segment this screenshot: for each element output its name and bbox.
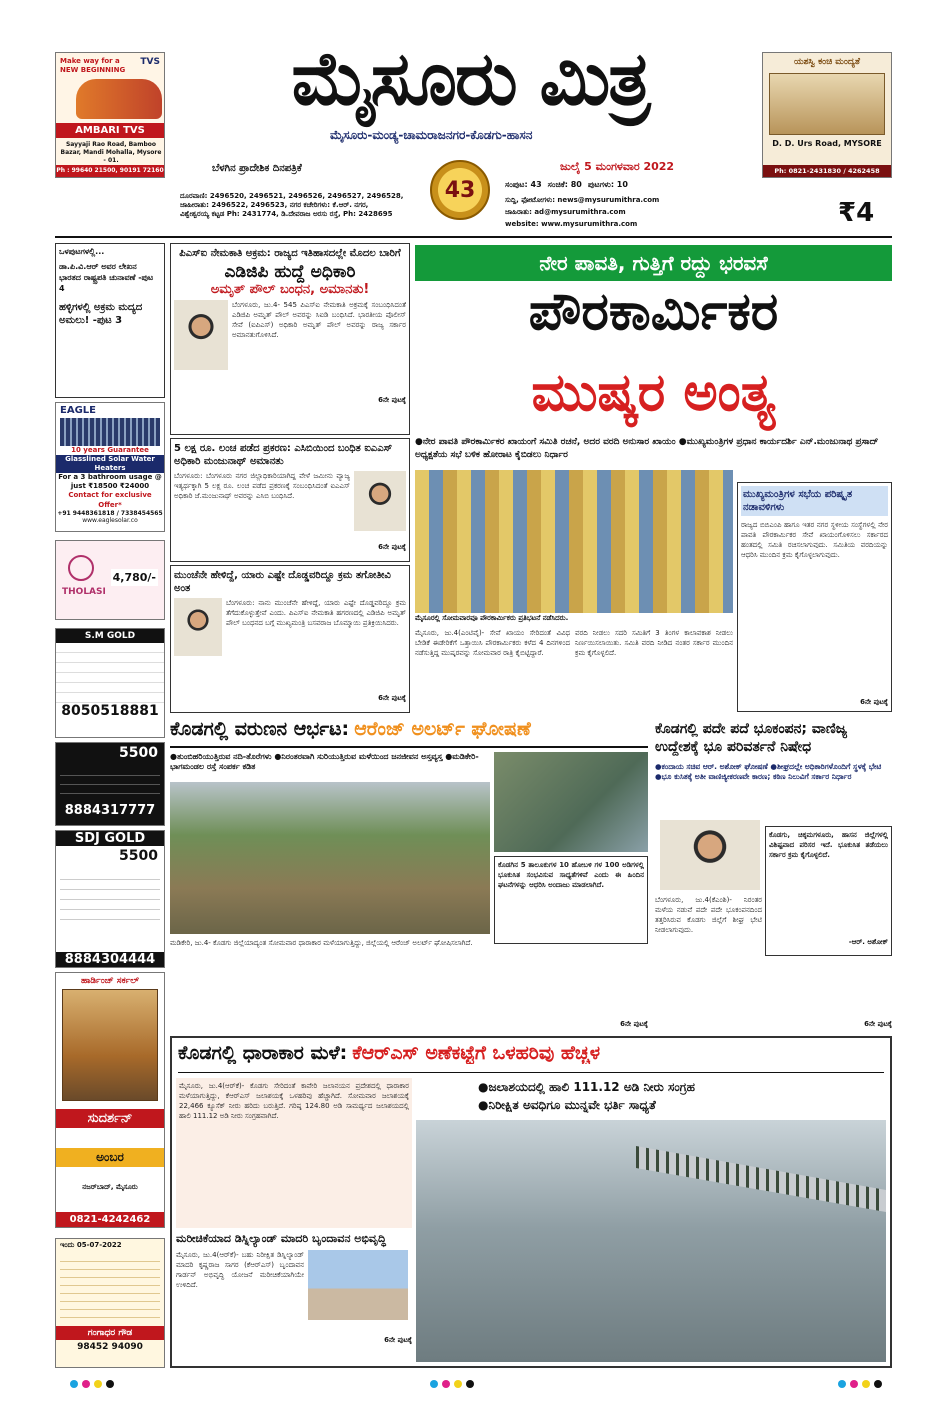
price: ₹4 (838, 198, 875, 228)
disney-body: ಮೈಸೂರು, ಜು.4(ಆರ್‌ಕೆ)- ಬಹು ನಿರೀಕ್ಷಿತ ಡಿಸ್ನಿಲ್ಯಾಂಡ್ ಮಾದರಿ ಕೃಷ್ಣರಾಜ ಸಾಗರ (ಕೆಆರ್‌ಎಸ್) ಬೃಂದಾವನ ಗಾರ್ಡನ್ ಅಭಿವೃದ್ಧಿ ಯೋಜನೆ ಮರೀಚಿಕೆಯಾಗಿಯೇ ಉಳಿದಿದೆ. (176, 1250, 304, 1290)
sdj-phone: 8884304444 (56, 952, 164, 967)
officer-photo (174, 300, 228, 370)
sdj-rate: 5500 (119, 848, 158, 864)
index-item-1[interactable]: ಡಾ.ಪಿ.ವಿ.ಆರ್ ಅವರ ಲೇಖನ ಭಾರತದ ರಾಷ್ಟ್ರಪತಿ ಚುನಾವಣೆ -ಪುಟ 4 (59, 262, 154, 294)
eagle-logo: EAGLE (60, 405, 96, 416)
meeting-box-title: ಮುಖ್ಯಮಂತ್ರಿಗಳ ಸಭೆಯ ಪರಿಷ್ಕೃತ ನಡಾವಳಿಗಳು (741, 486, 888, 516)
adgp-sub: ಅಮೃತ್ ಪೌಲ್ ಬಂಧನ, ಅಮಾನತು! (210, 282, 370, 297)
gold-buyer-ad[interactable] (55, 742, 165, 826)
email-ad[interactable]: ಜಾಹಿರಾತು: ad@mysurumithra.com (505, 208, 626, 216)
protest-photo (415, 470, 733, 613)
flood-photo (170, 782, 490, 934)
header-rule (55, 236, 892, 238)
bribe-body: ಬೆಂಗಳೂರು: ಬೆಂಗಳೂರು ನಗರ ಜಿಲ್ಲಾಧಿಕಾರಿಯಾಗಿದ್ದ ವೇಳೆ ಜಮೀನು ವ್ಯಾಜ್ಯ ಇತ್ಯರ್ಥಕ್ಕಾಗಿ 5 ಲಕ್ಷ ರೂ. ಲಂಚ ಪಡೆದ ಪ್ರಕರಣಕ್ಕೆ ಸಂಬಂಧಿಸಿದಂತೆ ಐಎಎಸ್ ಅಧಿಕಾರಿ ಜೆ.ಮಂಜುನಾಥ್ ಅವರನ್ನು ಎಸಿಬಿ ಬಂಧಿಸಿದೆ. (174, 472, 350, 501)
birthday-date: ಇಂದು 05-07-2022 (60, 1241, 122, 1249)
bribe-head: 5 ಲಕ್ಷ ರೂ. ಲಂಚ ಪಡೆದ ಪ್ರಕರಣ: ಎಸಿಬಿಯಿಂದ ಬಂಧಿತ ಐಎಎಸ್ ಅಧಿಕಾರಿ ಮಂಜುನಾಥ್ ಅಮಾನತು (174, 443, 393, 467)
reg-dot-yellow-left (94, 1380, 102, 1388)
rain-bullets: ●ತುಂಬಿಹರಿಯುತ್ತಿರುವ ನದಿ-ತೊರೆಗಳು ●ನಿರಂತರವಾಗಿ ಸುರಿಯುತ್ತಿರುವ ಮಳೆಯಿಂದ ಜನಜೀವನ ಅಸ್ತವ್ಯಸ್ತ ●ಮಡಿಕೇರಿ-ಭಾಗಮಂಡಲ ರಸ್ತೆ ಸಂಪರ್ಕ ಕಡಿತ (170, 752, 479, 772)
quake-bullets: ●ಕಂದಾಯ ಸಚಿವ ಆರ್. ಅಶೋಕ್ ಘೋಷಣೆ ●ಶೀಘ್ರದಲ್ಲೇ ಅಧಿಕಾರಿಗಳೊಂದಿಗೆ ಸ್ಥಳಕ್ಕೆ ಭೇಟಿ ●ಭೂ ಕುಸಿತಕ್ಕೆ ಅತೀ ವಾಣಿಜ್ಯೀಕರಣವೇ ಕಾರಣ; ಕಠಿಣ ನಿಲುವಿಗೆ ಸರ್ಕಾರ ನಿರ್ಧಾರ (655, 762, 882, 781)
dam-bridge (636, 1146, 886, 1212)
bribe-more-link[interactable]: 6ನೇ ಪುಟಕ್ಕೆ (378, 543, 406, 551)
quake-body: ಬೆಂಗಳೂರು, ಜು.4(ಕೆಎಂಶಿ)- ನಿರಂತರ ಮಳೆಯ ನಡುವೆ ಪದೇ ಪದೇ ಭೂಕಂಪನದಿಂದ ತತ್ತರಿಸಿರುವ ಕೊಡಗು ಜಿಲ್ಲೆಗೆ ಶೀಘ್ರ ಭೇಟಿ ನೀಡಲಾಗುವುದು. (655, 896, 762, 935)
reg-dot-cyan-right (838, 1380, 846, 1388)
sudarshan-brand: ಸುದರ್ಶನ್ (56, 1109, 164, 1128)
registration-marks (0, 1380, 945, 1394)
index-item-2[interactable]: ಹಳ್ಳಿಗಳಲ್ಲಿ ಅಕ್ರಮ ಮದ್ಯದ ಅಮಲು! -ಪುಟ 3 (59, 301, 143, 326)
lead-caption: ಮೈಸೂರಲ್ಲಿ ಸೋಮವಾರವೂ ಪೌರಕಾರ್ಮಿಕರು ಪ್ರತಿಭಟನೆ ನಡೆಸಿದರು. (415, 614, 569, 622)
eagle-offer: For a 3 bathroom usage @ just ₹18500 ₹24000 (58, 473, 162, 491)
quake-attrib: -ಆರ್. ಅಶೋಕ್ (848, 938, 888, 946)
phones-line-1: ದೂರವಾಣಿ: 2496520, 2496521, 2496526, 2496527, 2496528, (180, 192, 404, 200)
harding-circle: ಹಾರ್ಡಿಂಜ್ ಸರ್ಕಲ್ (80, 976, 140, 986)
reg-dot-cyan-left (70, 1380, 78, 1388)
masthead-subtitle: ಮೈಸೂರು-ಮಂಡ್ಯ-ಚಾಮರಾಜನಗರ-ಕೊಡಗು-ಹಾಸನ (330, 128, 533, 142)
masthead-tagline: ಬೆಳಗಿನ ಪ್ರಾದೇಶಿಕ ದಿನಪತ್ರಿಕೆ (212, 163, 302, 174)
adgp-more-link[interactable]: 6ನೇ ಪುಟಕ್ಕೆ (378, 396, 406, 404)
eagle-contact: Contact for exclusive Offer* (68, 491, 152, 509)
krs-bullet-1: ●ಜಲಾಶಯದಲ್ಲಿ ಹಾಲಿ 111.12 ಅಡಿ ನೀರು ಸಂಗ್ರಹ (478, 1080, 695, 1094)
yashaswi-address: D. D. Urs Road, MYSORE (772, 139, 882, 148)
issue: ಸಂಚಿಕೆ: 80 (547, 180, 582, 189)
index-box (55, 243, 165, 398)
solar-heater-image (60, 418, 160, 446)
lead-headline-2: ಮುಷ್ಕರ ಅಂತ್ಯ (531, 363, 776, 423)
eagle-phone: +91 9448361818 / 7338454565 (57, 509, 163, 517)
krs-head-black: ಕೊಡಗಲ್ಲಿ ಧಾರಾಕಾರ ಮಳೆ: (178, 1042, 348, 1064)
reg-dot-black-right (874, 1380, 882, 1388)
eagle-web[interactable]: www.eaglesolar.co (82, 517, 138, 525)
sdj-text-lines (60, 870, 160, 928)
pages: ಪುಟಗಳು: 10 (587, 180, 628, 189)
phones-block (180, 192, 420, 219)
disney-more-link[interactable]: 6ನೇ ಪುಟಕ್ಕೆ (384, 1335, 412, 1344)
anniversary-badge (430, 160, 490, 220)
masthead-title: ಮೈಸೂರು ಮಿತ್ರ (291, 36, 649, 122)
adgp-story (170, 243, 410, 435)
volume-line (505, 180, 760, 191)
phones-line-2: ಜಾಹೀರಾತು: 2496522, 2496523, ನಗರ ಕಚೇರಿಗಳು: ಕೆ.ಆರ್. ನಗರ, (180, 201, 369, 210)
sm-gold-name: S.M GOLD (56, 629, 164, 643)
rain-quote-box (494, 856, 648, 944)
website[interactable]: website: www.mysurumithra.com (505, 220, 638, 228)
sdj-gold-ad[interactable] (55, 830, 165, 968)
lead-body-1: ಮೈಸೂರು, ಜು.4(ಎಂಟಿವೈ)- ಸೇವೆ ಖಾಯಂ ಸೇರಿದಂತೆ ವಿವಿಧ ಬೇಡಿಕೆ ಈಡೇರಿಕೆಗೆ ಒತ್ತಾಯಿಸಿ ಪೌರಕಾರ್ಮಿಕರು ಕಳೆದ 4 ದಿನಗಳಿಂದ ನಡೆಸುತ್ತಿದ್ದ ಮುಷ್ಕರವನ್ನು ಸೋಮವಾರ ರಾತ್ರಿ ಕೈಬಿಟ್ಟಿದ್ದಾರೆ. (415, 629, 570, 658)
quake-head: ಕೊಡಗಲ್ಲಿ ಪದೇ ಪದೆ ಭೂಕಂಪನ; ವಾಣಿಜ್ಯ ಉದ್ದೇಶಕ್ಕೆ ಭೂ ಪರಿವರ್ತನೆ ನಿಷೇಧ (655, 721, 848, 756)
yashaswi-phone: Ph: 0821-2431830 / 4262458 (763, 165, 891, 177)
ambara-brand: ಅಂಬರ (56, 1148, 164, 1167)
reg-dot-black-center (466, 1380, 474, 1388)
rain-body-2 (494, 948, 648, 1018)
rain-headline (170, 718, 648, 748)
tholasi-price: 4,780/- (112, 571, 156, 584)
krs-dam-photo (416, 1120, 886, 1362)
ambari-tvs-ad[interactable] (55, 52, 165, 178)
krs-bullet-2: ●ನಿರೀಕ್ಷಿತ ಅವಧಿಗೂ ಮುನ್ನವೇ ಭರ್ತಿ ಸಾಧ್ಯತೆ (478, 1098, 656, 1112)
ad-tagline: Make way for a NEW BEGINNING (60, 57, 126, 75)
ambari-address: Sayyaji Rao Road, Bamboo Bazar, Mandi Mohalla, Mysore - 01. (60, 141, 162, 164)
cm-story (170, 565, 410, 713)
rain-head-orange: ಆರೆಂಜ್ ಅಲರ್ಟ್ ಘೋಷಣೆ (354, 718, 531, 740)
reg-dot-magenta-left (82, 1380, 90, 1388)
lead-headline-1: ಪೌರಕಾರ್ಮಿಕರ (528, 282, 779, 342)
ambari-name: AMBARI TVS (56, 123, 164, 138)
cm-meeting-box (737, 482, 892, 712)
rescue-photo (494, 752, 648, 852)
eagle-solar-ad[interactable] (55, 402, 165, 532)
krs-head-red: ಕೆಆರ್‌ಎಸ್ ಅಣೆಕಟ್ಟೆಗೆ ಒಳಹರಿವು ಹೆಚ್ಚಳ (352, 1042, 601, 1064)
reg-dot-magenta-center (442, 1380, 450, 1388)
tvs-logo: TVS (140, 57, 160, 67)
scooter-image (76, 79, 162, 119)
anniversary-number: 43 (444, 177, 476, 203)
reg-dot-yellow-center (454, 1380, 462, 1388)
lead-bullets: ●ನೇರ ಪಾವತಿ ಪೌರಕಾರ್ಮಿಕರ ಖಾಯಂಗೆ ಸಮಿತಿ ರಚನೆ, ಅದರ ವರದಿ ಅನುಸಾರ ಖಾಯಂ ●ಮುಖ್ಯಮಂತ್ರಿಗಳ ಪ್ರಧಾನ ಕಾರ್ಯದರ್ಶಿ ಎನ್.ಮಂಜುನಾಥ ಪ್ರಸಾದ್ ಅಧ್ಯಕ್ಷತೆಯ ಸಭೆ ಬಳಿಕ ಹೋರಾಟ ಕೈಬಿಡಲು ನಿರ್ಧಾರ (415, 437, 879, 460)
quake-more-link[interactable]: 6ನೇ ಪುಟಕ್ಕೆ (864, 1020, 892, 1028)
krs-head-rule (178, 1072, 884, 1073)
building-image (769, 73, 885, 135)
volume: ಸಂಪುಟ: 43 (505, 180, 542, 189)
shop-building-image (62, 989, 158, 1101)
birthday-ad[interactable] (55, 1238, 165, 1368)
sdj-name: SDJ GOLD (56, 831, 164, 846)
official-photo (354, 471, 406, 531)
quake-quote-box (765, 826, 892, 956)
reg-dot-magenta-right (850, 1380, 858, 1388)
rain-head-black: ಕೊಡಗಲ್ಲಿ ವರುಣನ ಆರ್ಭಟ: (170, 718, 350, 740)
phones-line-3: ವಿಶ್ವೇಶ್ವರಯ್ಯ ಕಟ್ಟಡ Ph: 2431774, ಡಿ.ದೇವರಾಜ ಅರಸು ರಸ್ತೆ, Ph: 2428695 (180, 210, 393, 219)
adgp-body: ಬೆಂಗಳೂರು, ಜು.4- 545 ಪಿಎಸ್‌ಐ ನೇಮಕಾತಿ ಅಕ್ರಮಕ್ಕೆ ಸಂಬಂಧಿಸಿದಂತೆ ಎಡಿಜಿಪಿ ಅಮೃತ್ ಪೌಲ್ ಅವರನ್ನು ಸಿಐಡಿ ಬಂಧಿಸಿದೆ. ಭಾರತೀಯ ಪೊಲೀಸ್ ಸೇವೆ (ಐಪಿಎಸ್) ಅಧಿಕಾರಿ ಅಮೃತ್ ಪೌಲ್ ಅವರನ್ನು ರಾಜ್ಯ ಸರ್ಕಾರ ಅಮಾನತುಗೊಳಿಸಿದೆ. (232, 301, 406, 340)
quake-quote: ಕೊಡಗು, ಚಿಕ್ಕಮಗಳೂರು, ಹಾಸನ ಜಿಲ್ಲೆಗಳಲ್ಲಿ ವಿಶಿಷ್ಟವಾದ ಪರಿಸರ ಇದೆ. ಭೂಕುಸಿತ ತಡೆಯಲು ಸರ್ಕಾರ ಕ್ರಮ ಕೈಗೊಳ್ಳಲಿದೆ. (769, 831, 888, 860)
reg-dot-yellow-right (862, 1380, 870, 1388)
birthday-text-lines (60, 1254, 160, 1324)
sm-gold-phone: 8050518881 (61, 703, 159, 719)
ambari-phone: Ph : 99640 21500, 90191 72160 (56, 165, 164, 177)
krs-body: ಮೈಸೂರು, ಜು.4(ಆರ್‌ಕೆ)- ಕೊಡಗು ಸೇರಿದಂತೆ ಕಾವೇರಿ ಜಲಾನಯನ ಪ್ರದೇಶದಲ್ಲಿ ಧಾರಾಕಾರ ಮಳೆಯಾಗುತ್ತಿದ್ದು, ಕೆಆರ್‌ಎಸ್ ಜಲಾಶಯಕ್ಕೆ ಒಳಹರಿವು ಹೆಚ್ಚಾಗಿದೆ. ಸೋಮವಾರ ಜಲಾಶಯಕ್ಕೆ 22,466 ಕ್ಯೂಸೆಕ್ ನೀರು ಹರಿದು ಬರುತ್ತಿದೆ. ಗರಿಷ್ಠ 124.80 ಅಡಿ ಸಾಮರ್ಥ್ಯದ ಜಲಾಶಯದಲ್ಲಿ ಹಾಲಿ 111.12 ಅಡಿ ನೀರು ಸಂಗ್ರಹವಾಗಿದೆ. (179, 1082, 409, 1121)
birthday-phone: 98452 94090 (77, 1342, 143, 1353)
eagle-guarantee: 10 years Guarantee (71, 446, 149, 454)
sudarshan-ad[interactable] (55, 972, 165, 1228)
cm-body: ಬೆಂಗಳೂರು: ನಾನು ಮುಂಚೆನೇ ಹೇಳಿದ್ದೆ, ಯಾರು ಎಷ್ಟೇ ದೊಡ್ಡವರಿದ್ದೂ ಕ್ರಮ ತೆಗೆದುಕೊಳ್ಳುತ್ತೇವೆ ಎಂದು. ಪಿಎಸ್‌ಐ ನೇಮಕಾತಿ ಹಗರಣದಲ್ಲಿ ಎಡಿಜಿಪಿ ಅಮೃತ್ ಪೌಲ್ ಬಂಧನದ ಬಗ್ಗೆ ಮುಖ್ಯಮಂತ್ರಿ ಬಸವರಾಜ ಬೊಮ್ಮಾಯಿ ಪ್ರತಿಕ್ರಿಯಿಸಿದರು. (226, 599, 406, 628)
sm-gold-text (56, 643, 164, 703)
disney-photo (308, 1250, 408, 1320)
reg-dot-cyan-center (430, 1380, 438, 1388)
cm-more-link[interactable]: 6ನೇ ಪುಟಕ್ಕೆ (378, 694, 406, 702)
adgp-kicker: ಪಿಎಸ್‌ಐ ನೇಮಕಾತಿ ಅಕ್ರಮ: ರಾಜ್ಯದ ಇತಿಹಾಸದಲ್ಲೇ ಮೊದಲ ಬಾರಿಗೆ (179, 248, 401, 259)
rain-body: ಮಡಿಕೇರಿ, ಜು.4- ಕೊಡಗು ಜಿಲ್ಲೆಯಾದ್ಯಂತ ಸೋಮವಾರ ಧಾರಾಕಾರ ಮಳೆಯಾಗುತ್ತಿದ್ದು, ಜಿಲ್ಲೆಯಲ್ಲಿ ಆರೆಂಜ್ ಅಲರ್ಟ್ ಘೋಷಿಸಲಾಗಿದೆ. (170, 939, 473, 947)
tholasi-logo-icon (68, 555, 94, 581)
birthday-name: ಗಂಗಾಧರ ಗೌಡ (56, 1326, 164, 1340)
rain-quote: ಕೊಡಗಿನ 5 ತಾಲೂಕುಗಳ 10 ಹೋಬಳಿ ಗಳ 100 ಅಡಿಗಳಲ್ಲಿ ಭೂಕುಸಿತ ಸಂಭವಿಸುವ ಸಾಧ್ಯತೆಗಳಿವೆ ಎಂದು ಈ ಹಿಂದಿನ ಘಟನೆಗಳನ್ನು ಆಧರಿಸಿ ಅಂದಾಜು ಮಾಡಲಾಗಿದೆ. (498, 861, 644, 890)
bribe-story (170, 438, 410, 562)
issue-date: ಜುಲೈ 5 ಮಂಗಳವಾರ 2022 (560, 160, 675, 173)
disney-head: ಮರೀಚಿಕೆಯಾದ ಡಿಸ್ನಿಲ್ಯಾಂಡ್ ಮಾದರಿ ಬೃಂದಾವನ ಅಭಿವೃದ್ಧಿ (176, 1232, 386, 1245)
lead-strap: ನೇರ ಪಾವತಿ, ಗುತ್ತಿಗೆ ರದ್ದು ಭರವಸೆ (415, 245, 892, 281)
tholasi-name: THOLASI (62, 587, 106, 597)
meeting-box-body: ರಾಜ್ಯದ ಬಿಬಿಎಂಪಿ ಹಾಗೂ ಇತರ ನಗರ ಸ್ಥಳೀಯ ಸಂಸ್ಥೆಗಳಲ್ಲಿ ನೇರ ಪಾವತಿ ಪೌರಕಾರ್ಮಿಕರ ಸೇವೆ ಖಾಯಂಗೊಳಿಸಲು ಸರ್ಕಾರದ ಹಂತದಲ್ಲಿ ಸಮಿತಿ ರಚಿಸಲಾಗುವುದು. ಸಮಿತಿಯ ವರದಿಯನ್ನು ಆಧರಿಸಿ ಮುಂದಿನ ಕ್ರಮ ಕೈಗೊಳ್ಳಲಾಗುವುದು. (741, 521, 888, 560)
yashaswi-ad[interactable] (762, 52, 892, 178)
cm-photo (174, 598, 222, 656)
email-news[interactable]: ಸುದ್ದಿ, ಫೋಟೋಗಳು: news@mysurumithra.com (505, 196, 660, 204)
sm-gold-ad[interactable] (55, 628, 165, 738)
yashaswi-name: ಯಶಸ್ವಿ ಕಂಚಿ ಮಂದ್ಯತೆ (793, 57, 861, 67)
eagle-product: Glasslined Solar Water Heaters (56, 455, 164, 473)
shop-phone: 0821-4242462 (56, 1212, 164, 1227)
gold-rate: 5500 (119, 745, 158, 761)
reg-dot-black-left (106, 1380, 114, 1388)
lead-body-2: ವರದಿ ನೀಡಲು ಸದರಿ ಸಮಿತಿಗೆ 3 ತಿಂಗಳ ಕಾಲಾವಕಾಶ ನೀಡಲು ನಿರ್ಣಯಿಸಲಾಯಿತು. ಸಮಿತಿ ವರದಿ ನೀಡಿದ ನಂತರ ಸರ್ಕಾರ ಮುಂದಿನ ಕ್ರಮ ಕೈಗೊಳ್ಳಲಿದೆ. (575, 629, 733, 658)
shop-place: ನಜರ್‌ಬಾದ್, ಮೈಸೂರು (82, 1183, 138, 1191)
index-title: ಒಳಪುಟಗಳಲ್ಲಿ... (59, 247, 105, 256)
disney-story (176, 1232, 412, 1364)
gold-text-lines (60, 767, 160, 799)
meeting-more-link[interactable]: 6ನೇ ಪುಟಕ್ಕೆ (860, 698, 888, 706)
minister-photo (660, 820, 760, 890)
adgp-head: ಎಡಿಜಿಪಿ ಹುದ್ದೆ ಅಧಿಕಾರಿ (224, 262, 356, 282)
gold-phone: 8884317777 (64, 803, 156, 818)
krs-body-box (176, 1078, 412, 1228)
tholasi-ad[interactable] (55, 540, 165, 620)
krs-headline (178, 1042, 884, 1064)
cm-head: ಮುಂಚೆನೇ ಹೇಳಿದ್ದೆ, ಯಾರು ಎಷ್ಟೇ ದೊಡ್ಡವರಿದ್ದೂ ಕ್ರಮ ತಗೋತೀವಿ ಅಂತ (174, 570, 391, 594)
rain-more-link[interactable]: 6ನೇ ಪುಟಕ್ಕೆ (620, 1020, 648, 1028)
